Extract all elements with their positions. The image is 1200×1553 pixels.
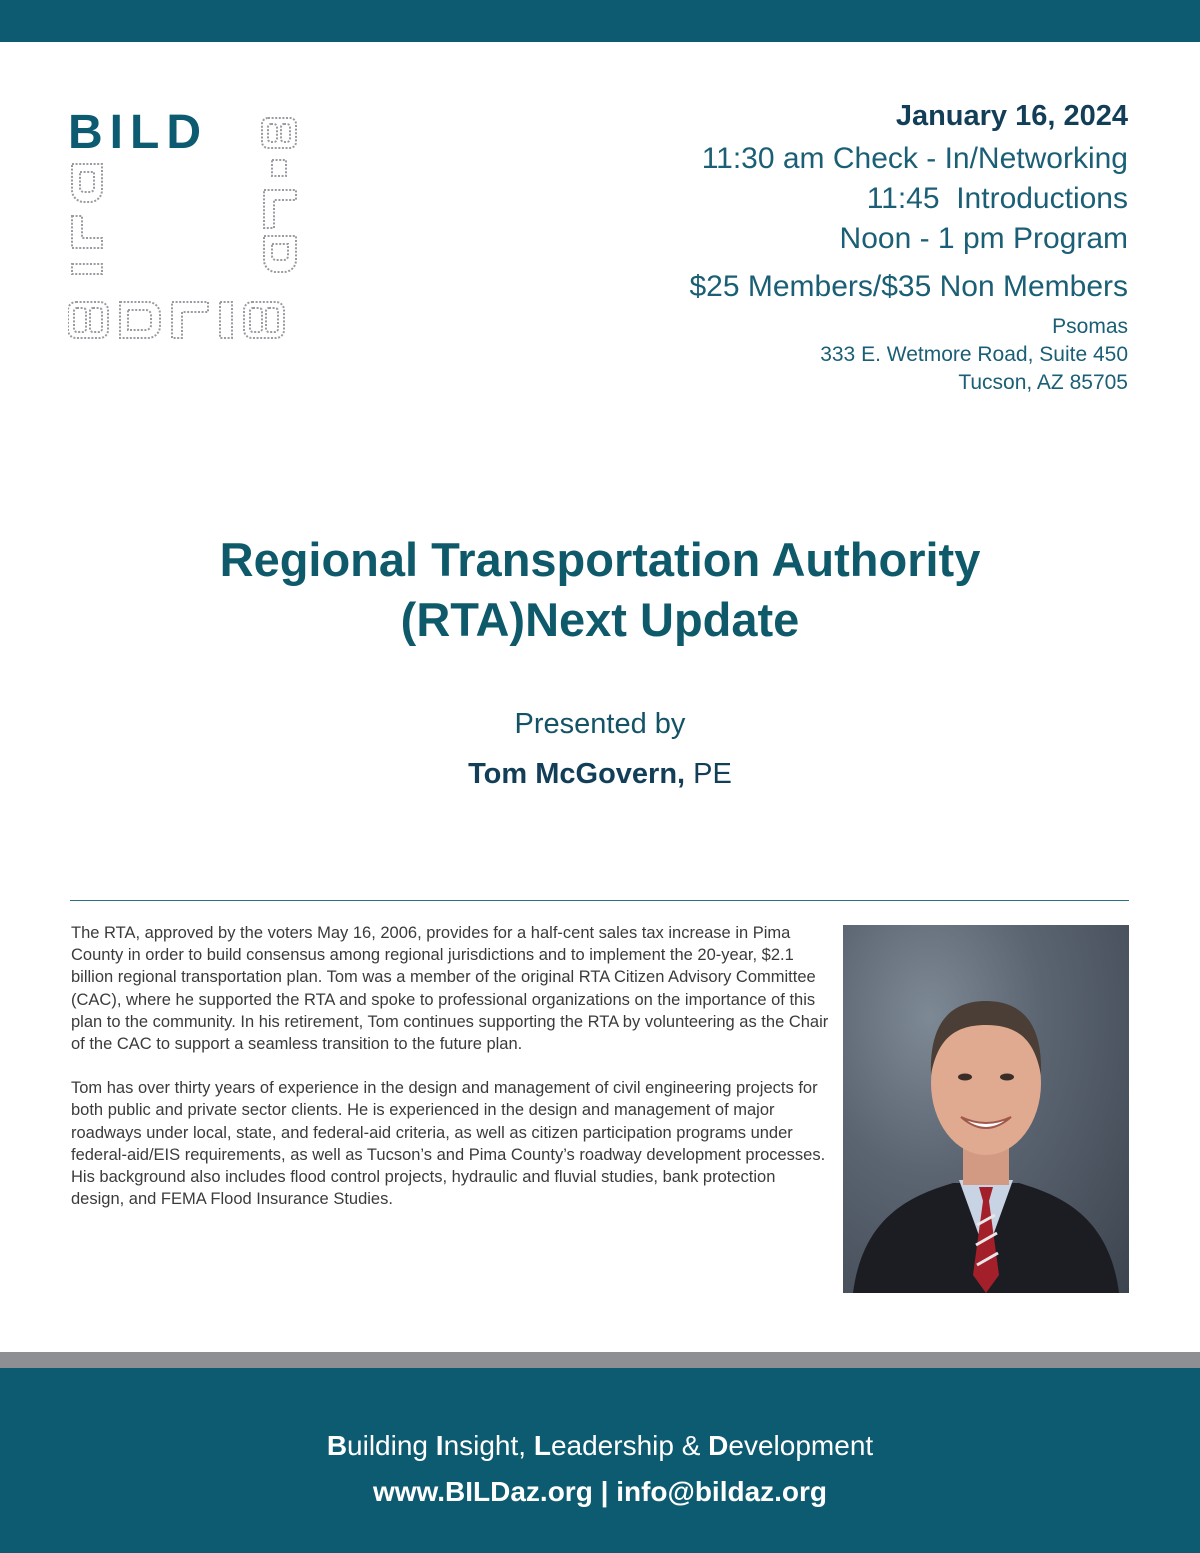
bild-logo [68, 108, 308, 348]
venue-address [568, 313, 1128, 397]
tagline-initial-b: B [326, 1430, 348, 1461]
venue-name: Psomas [1052, 315, 1128, 338]
svg-text:BILD: BILD [68, 108, 208, 159]
top-banner [0, 0, 1200, 42]
tagline-word-leadership: eadership & [550, 1430, 709, 1461]
venue-city: Tucson, AZ 85705 [958, 371, 1128, 394]
venue-street: 333 E. Wetmore Road, Suite 450 [820, 343, 1128, 366]
schedule-checkin: 11:30 am Check - In/Networking [701, 142, 1128, 175]
presenter [0, 758, 1200, 791]
footer [0, 1368, 1200, 1553]
schedule-introductions: 11:45 Introductions [866, 182, 1128, 215]
presented-by: Presented by [514, 708, 686, 740]
bio-paragraph-2: Tom has over thirty years of experience in the design and management of civil engineering projects for both public and private sector clients. He is experienced in the design and management of major roadways under local, state, and federal-aid criteria, as well as citizen participation programs under federal-aid/EIS requirements, as well as Tucson’s and Pima County’s roadway development processes. His background also includes flood control projects, hydraulic and fluvial studies, bank protection design, and FEMA Flood Insurance Studies. [71, 1079, 826, 1209]
bio-paragraph-1: The RTA, approved by the voters May 16, 2006, provides for a half-cent sales tax increase in Pima County in order to build consensus among regional jurisdictions and to implement the 20-year, $2.1 billion regional transportation plan. Tom was a member of the original RTA Citizen Advisory Committee (CAC), where he supported the RTA and spoke to professional organizations on the importance of this plan to the community. In his retirement, Tom continues supporting the RTA by volunteering as the Chair of the CAC to support a seamless transition to the future plan. [71, 924, 829, 1054]
tagline-word-building: uilding [347, 1430, 436, 1461]
event-date: January 16, 2024 [895, 100, 1128, 132]
footer-accent-strip [0, 1352, 1200, 1368]
tagline-word-development: evelopment [728, 1430, 874, 1461]
title-line-2: (RTA)Next Update [400, 593, 800, 646]
presenter-name: Tom McGovern, [468, 758, 686, 790]
tagline-word-insight: nsight, [443, 1430, 534, 1461]
event-price: $25 Members/$35 Non Members [689, 270, 1128, 303]
footer-tagline [0, 1430, 1200, 1462]
footer-contact[interactable]: www.BILDaz.org | info@bildaz.org [372, 1476, 828, 1507]
section-divider [70, 900, 1129, 901]
speaker-bio [71, 922, 831, 1232]
tagline-initial-d: D [708, 1430, 729, 1461]
title-line-1: Regional Transportation Authority [219, 533, 981, 586]
speaker-photo [843, 925, 1129, 1293]
event-info [568, 100, 1128, 397]
presenter-credential: PE [685, 758, 732, 790]
event-title [0, 530, 1200, 650]
schedule-program: Noon - 1 pm Program [839, 222, 1128, 255]
tagline-initial-i: I [435, 1430, 444, 1461]
tagline-initial-l: L [533, 1430, 551, 1461]
